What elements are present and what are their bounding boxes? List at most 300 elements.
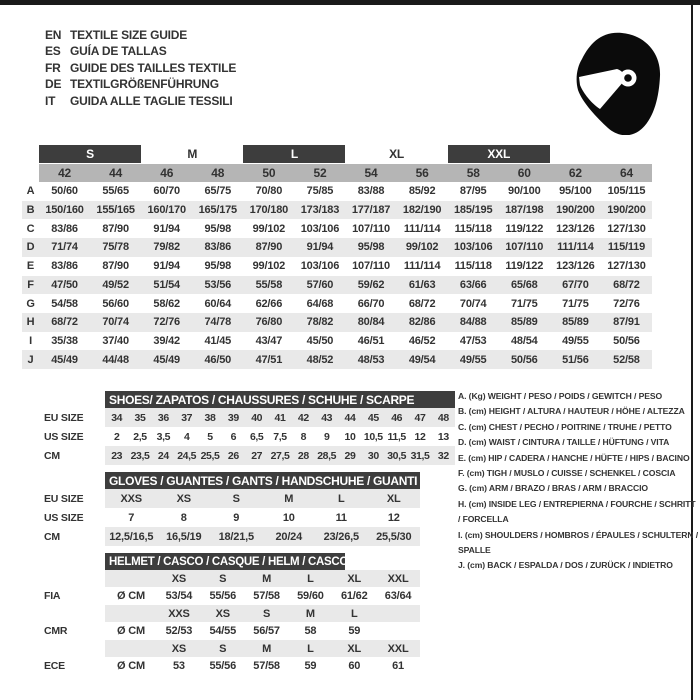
helmet-cm-value: 61 (392, 660, 404, 672)
measurement-cell: 177/187 (351, 204, 391, 217)
helmet-size-label: XXL (387, 642, 409, 655)
measurement-cell: 90/100 (508, 185, 541, 198)
gloves-cm-row (105, 527, 420, 546)
textile-row-h (22, 313, 652, 332)
lang-title: GUIDE DES TAILLES TEXTILE (70, 60, 237, 75)
measurement-cell: 85/92 (408, 185, 436, 198)
helmet-cm-value: 58 (304, 625, 317, 637)
helmet-cm-value: 57/58 (253, 660, 280, 672)
size-column-header: 56 (415, 166, 429, 180)
measurement-cell: 107/110 (352, 260, 390, 273)
shoes-cm-value: 30,5 (387, 449, 407, 462)
gloves-cm-value: 12,5/16,5 (109, 530, 154, 543)
measurement-cell: 70/80 (255, 185, 283, 198)
helmet-cm-value: 59 (304, 660, 317, 672)
shoes-eu-row (105, 408, 455, 427)
gloves-us-size: 12 (387, 511, 400, 524)
helmet-cm-value: 61/62 (340, 590, 368, 602)
shoes-us-row (105, 427, 455, 446)
unit-spacer (105, 640, 157, 657)
shoes-us-size: 6,5 (249, 430, 264, 443)
measurement-cell: 46/50 (204, 353, 232, 366)
gloves-eu-size-label: EU SIZE (44, 492, 84, 505)
gloves-us-size: 10 (282, 511, 295, 524)
size-group-l: L (243, 145, 345, 163)
measurement-cell: 84/88 (459, 316, 487, 329)
helmet-cm-value: 57/58 (253, 590, 280, 602)
helmet-size-label: S (263, 607, 271, 620)
size-column-header: 44 (109, 166, 123, 180)
helmet-ece-label: ECE (44, 660, 65, 672)
shoes-us-size: 7,5 (273, 430, 287, 443)
gloves-cm-value: 25,5/30 (376, 530, 412, 543)
diameter-cm-unit: Ø CM (117, 625, 145, 637)
helmet-ece-values-row (105, 657, 420, 675)
measurement-cell: 70/74 (459, 297, 487, 310)
shoes-us-size: 13 (437, 430, 449, 443)
measurement-cell: 65/68 (511, 278, 538, 291)
helmet-size-label: L (307, 642, 314, 655)
measurement-cell: 123/126 (556, 260, 595, 273)
helmet-cm-value: 53 (172, 660, 185, 672)
measurement-cell: 55/58 (255, 278, 283, 291)
measurement-cell: 99/102 (252, 260, 286, 273)
gloves-cm-value: 23/26,5 (323, 530, 359, 543)
lang-row-es (45, 43, 236, 59)
helmet-cm-value: 56/57 (253, 625, 280, 637)
measurement-cell: 85/89 (511, 316, 538, 329)
gloves-cm-value: 20/24 (275, 530, 303, 543)
row-label: H (26, 316, 35, 329)
helmet-cmr-label: CMR (44, 625, 68, 637)
shoes-cm-value: 24 (157, 449, 169, 462)
shoes-eu-size: 47 (414, 411, 426, 424)
diameter-cm-unit: Ø CM (117, 590, 145, 602)
measurement-cell: 60/70 (153, 185, 180, 198)
size-column-header: 62 (568, 166, 582, 180)
legend-item: D. (cm) WAIST / CINTURA / TAILLE / HÜFTUNG / VITA (458, 437, 670, 448)
measurement-cell: 119/122 (505, 260, 544, 273)
row-label: E (26, 260, 35, 273)
shoes-cm-label: CM (44, 449, 60, 462)
helmet-size-label: XXL (387, 572, 409, 585)
helmet-size-label: L (307, 572, 314, 585)
measurement-cell: 95/98 (204, 222, 232, 235)
gloves-us-size-label: US SIZE (44, 511, 84, 524)
shoes-eu-size-label: EU SIZE (44, 411, 84, 424)
measurement-cell: 107/110 (352, 222, 390, 235)
shoes-cm-value: 28 (297, 449, 309, 462)
helmet-cm-value: 59/60 (297, 590, 324, 602)
measurement-cell: 182/190 (402, 204, 442, 217)
shoes-us-size: 10,5 (363, 430, 383, 443)
gloves-eu-size: XL (386, 492, 401, 505)
measurement-cell: 78/82 (306, 316, 334, 329)
measurement-cell: 91/94 (306, 241, 334, 254)
shoes-us-size: 9 (323, 430, 330, 443)
gloves-us-size: 8 (180, 511, 187, 524)
measurement-cell: 87/90 (102, 222, 129, 235)
measurement-cell: 115/118 (454, 260, 492, 273)
helmet-cm-value: 52/53 (165, 625, 193, 637)
measurement-cell: 150/160 (45, 204, 84, 217)
measurement-cell: 190/200 (556, 204, 595, 217)
size-number-band (22, 164, 652, 182)
measurement-cell: 103/106 (300, 222, 340, 235)
lang-title: TEXTILGRÖßENFÜHRUNG (70, 77, 219, 92)
measurement-cell: 115/118 (454, 222, 492, 235)
gloves-cm-value: 16,5/19 (166, 530, 202, 543)
helmet-cmr-values-row (105, 622, 420, 640)
gloves-cm-value: 18/21,5 (218, 530, 254, 543)
measurement-cell: 44/48 (102, 353, 129, 366)
measurement-cell: 59/62 (357, 278, 385, 291)
helmet-size-label: XL (347, 642, 362, 655)
measurement-cell: 119/122 (505, 222, 544, 235)
shoes-eu-size: 44 (344, 411, 356, 424)
lang-title: GUIDA ALLE TAGLIE TESSILI (70, 93, 233, 108)
size-column-header: 54 (364, 166, 378, 180)
measurement-cell: 68/72 (613, 278, 640, 291)
helmet-cm-value: 59 (348, 625, 361, 637)
measurement-cell: 83/86 (204, 241, 232, 254)
legend-item: C. (cm) CHEST / PECHO / POITRINE / TRUHE / PETTO (458, 421, 672, 432)
measurement-cell: 87/90 (255, 241, 283, 254)
measurement-cell: 49/55 (562, 334, 589, 347)
shoes-us-size: 10 (344, 430, 356, 443)
measurement-cell: 51/54 (153, 278, 180, 291)
measurement-cell: 61/63 (408, 278, 436, 291)
textile-row-f (22, 276, 652, 295)
textile-row-a (22, 182, 652, 201)
measurement-cell: 87/91 (613, 316, 640, 329)
helmet-size-label: XL (347, 572, 362, 585)
helmet-icon (572, 32, 662, 135)
shoes-us-size: 2,5 (133, 430, 147, 443)
measurement-cell: 45/49 (51, 353, 78, 366)
helmet-ece-sizes-row (105, 640, 420, 657)
measurement-cell: 41/45 (204, 334, 232, 347)
measurement-cell: 54/58 (51, 297, 78, 310)
measurement-cell: 58/62 (153, 297, 180, 310)
helmet-cmr-sizes-row (105, 605, 420, 622)
shoes-eu-size: 39 (227, 411, 239, 424)
shoes-cm-value: 23 (111, 449, 123, 462)
measurement-cell: 71/75 (562, 297, 589, 310)
measurement-cell: 79/82 (153, 241, 180, 254)
size-column-header: 50 (262, 166, 276, 180)
measurement-cell: 49/54 (408, 353, 436, 366)
row-label: B (26, 204, 35, 217)
measurement-cell: 68/72 (51, 316, 78, 329)
shoes-eu-size: 34 (111, 411, 123, 424)
helmet-cm-value: 54/55 (209, 625, 236, 637)
measurement-cell: 83/86 (51, 222, 78, 235)
helmet-size-label: XS (215, 607, 230, 620)
size-column-header: 58 (466, 166, 480, 180)
size-column-header: 60 (517, 166, 531, 180)
legend-item: G. (cm) ARM / BRAZO / BRAS / ARM / BRACCIO (458, 483, 648, 494)
helmet-size-label: XS (171, 642, 187, 655)
measurement-cell: 75/78 (102, 241, 129, 254)
measurement-cell: 50/56 (613, 334, 640, 347)
measurement-cell: 43/47 (255, 334, 283, 347)
measurement-cell: 50/56 (511, 353, 538, 366)
gloves-table-title: GLOVES / GUANTES / GANTS / HANDSCHUHE / GUANTI (105, 472, 420, 489)
shoes-us-size-label: US SIZE (44, 430, 84, 443)
shoes-eu-size: 38 (204, 411, 216, 424)
measurement-cell: 51/56 (562, 353, 589, 366)
unit-spacer (105, 605, 157, 622)
row-label: G (26, 297, 35, 310)
top-frame-border (0, 0, 700, 5)
measurement-cell: 91/94 (153, 260, 180, 273)
helmet-size-label: L (350, 607, 358, 620)
lang-code: IT (45, 93, 56, 108)
measurement-cell: 95/98 (204, 260, 232, 273)
gloves-eu-row (105, 489, 420, 508)
shoes-cm-value: 26 (227, 449, 239, 462)
measurement-cell: 71/74 (51, 241, 78, 254)
gloves-eu-size: XS (176, 492, 191, 505)
measurement-cell: 55/65 (102, 185, 129, 198)
measurement-cell: 85/89 (562, 316, 589, 329)
measurement-cell: 64/68 (306, 297, 334, 310)
measurement-cell: 127/130 (607, 222, 646, 235)
measurement-cell: 83/86 (51, 260, 78, 273)
helmet-size-label: M (262, 572, 272, 585)
row-label: A (26, 185, 35, 198)
unit-spacer (105, 570, 157, 587)
measurement-cell: 155/165 (96, 204, 135, 217)
measurement-cell: 103/106 (300, 260, 340, 273)
measurement-cell: 190/200 (607, 204, 646, 217)
language-title-list (45, 27, 236, 109)
shoes-cm-value: 25,5 (200, 449, 220, 462)
lang-code: ES (45, 44, 61, 59)
shoes-cm-value: 32 (437, 449, 449, 462)
gloves-eu-size: L (337, 492, 345, 505)
helmet-fia-values-row (105, 587, 420, 605)
measurement-cell: 62/66 (255, 297, 283, 310)
helmet-table-title: HELMET / CASCO / CASQUE / HELM / CASCO (105, 553, 345, 570)
measurement-cell: 70/74 (102, 316, 129, 329)
helmet-size-label: S (219, 642, 227, 655)
measurement-cell: 87/90 (102, 260, 129, 273)
lang-row-fr (45, 60, 236, 76)
measurement-cell: 71/75 (511, 297, 538, 310)
lang-row-it (45, 93, 236, 109)
helmet-cm-value: 55/56 (209, 660, 236, 672)
measurement-cell: 49/55 (459, 353, 487, 366)
gloves-us-row (105, 508, 420, 527)
measurement-cell: 187/198 (505, 204, 544, 217)
measurement-cell: 87/95 (459, 185, 487, 198)
measurement-cell: 111/114 (403, 222, 441, 235)
legend-item: H. (cm) INSIDE LEG / ENTREPIERNA / FOURCHE / SCHRITT / FORCELLA (458, 498, 696, 525)
helmet-size-label: M (262, 642, 272, 655)
measurement-cell: 103/106 (454, 241, 493, 254)
helmet-size-label: S (219, 572, 227, 585)
measurement-cell: 48/54 (511, 334, 538, 347)
measurement-cell: 123/126 (556, 222, 595, 235)
measurement-cell: 66/70 (357, 297, 385, 310)
lang-code: DE (45, 77, 62, 92)
diameter-cm-unit: Ø CM (117, 660, 145, 672)
row-label: F (27, 278, 34, 291)
measurement-cell: 46/51 (357, 334, 385, 347)
measurement-cell: 50/60 (51, 185, 78, 198)
measurement-cell: 107/110 (505, 241, 544, 254)
measurement-cell: 95/100 (559, 185, 592, 198)
measurement-cell: 47/50 (51, 278, 78, 291)
measurement-cell: 74/78 (204, 316, 232, 329)
helmet-fia-sizes-row (105, 570, 420, 587)
shoes-cm-value: 27 (251, 449, 263, 462)
measurement-cell: 63/66 (459, 278, 487, 291)
measurement-cell: 48/53 (357, 353, 385, 366)
shoes-cm-value: 27,5 (270, 449, 290, 462)
legend-item: E. (cm) HIP / CADERA / HANCHE / HÜFTE / HIPS / BACINO (458, 452, 690, 463)
legend-item: I. (cm) SHOULDERS / HOMBROS / ÉPAULES / SCHULTERN / SPALLE (458, 529, 698, 556)
shoes-cm-value: 30 (367, 449, 379, 462)
textile-row-c (22, 219, 652, 238)
measurement-cell: 160/170 (147, 204, 186, 217)
measurement-cell: 127/130 (607, 260, 646, 273)
helmet-cm-value: 53/54 (165, 590, 193, 602)
shoes-cm-value: 23,5 (130, 449, 150, 462)
measurement-cell: 49/52 (102, 278, 129, 291)
measurement-cell: 53/56 (204, 278, 232, 291)
measurement-cell: 46/52 (408, 334, 436, 347)
shoes-cm-value: 24,5 (177, 449, 197, 462)
lang-code: EN (45, 28, 62, 42)
shoes-eu-size: 45 (367, 411, 379, 424)
helmet-size-label: XS (171, 572, 187, 585)
helmet-size-label: XXS (168, 607, 190, 620)
shoes-eu-size: 48 (437, 411, 449, 424)
row-label: D (26, 241, 35, 254)
legend-item: F. (cm) TIGH / MUSLO / CUISSE / SCHENKEL / COSCIA (458, 468, 676, 479)
measurement-cell: 37/40 (102, 334, 129, 347)
gloves-us-size: 9 (233, 511, 240, 524)
lang-code: FR (45, 60, 61, 75)
gloves-us-size: 11 (335, 511, 347, 524)
measurement-cell: 60/64 (204, 297, 232, 310)
measurement-cell: 185/195 (454, 204, 493, 217)
shoes-us-size: 12 (414, 430, 426, 443)
shoes-table-title: SHOES/ ZAPATOS / CHAUSSURES / SCHUHE / SCARPE (105, 391, 455, 408)
helmet-fia-label: FIA (44, 590, 61, 602)
row-label: I (29, 334, 32, 347)
measurement-cell: 67/70 (562, 278, 589, 291)
measurement-cell: 111/114 (403, 260, 441, 273)
gloves-cm-label: CM (44, 530, 60, 543)
size-group-s: S (39, 145, 141, 163)
shoes-us-size: 5 (207, 430, 213, 443)
lang-row-de (45, 76, 236, 92)
measurement-cell: 115/119 (607, 241, 646, 254)
gloves-eu-size: XXS (120, 492, 142, 505)
textile-row-d (22, 238, 652, 257)
shoes-eu-size: 40 (251, 411, 263, 424)
size-group-xxl: XXL (448, 145, 550, 163)
measurement-cell: 47/53 (459, 334, 487, 347)
measurement-cell: 105/115 (607, 185, 646, 198)
size-column-header: 42 (58, 166, 72, 180)
shoes-us-size: 8 (300, 430, 307, 443)
shoes-eu-size: 35 (134, 411, 146, 424)
helmet-size-label: M (305, 607, 315, 620)
measurement-cell: 111/114 (557, 241, 594, 254)
measurement-cell: 82/86 (408, 316, 436, 329)
measurement-cell: 80/84 (357, 316, 385, 329)
shoes-eu-size: 37 (181, 411, 193, 424)
helmet-cm-value: 60 (348, 660, 361, 672)
size-column-header: 52 (313, 166, 327, 180)
measurement-cell: 91/94 (153, 222, 180, 235)
shoes-eu-size: 36 (157, 411, 169, 424)
legend-item: B. (cm) HEIGHT / ALTURA / HAUTEUR / HÖHE / ALTEZZA (458, 406, 685, 417)
measurement-cell: 170/180 (249, 204, 289, 217)
measurement-cell: 39/42 (153, 334, 180, 347)
size-group-m: M (187, 147, 198, 161)
measurement-cell: 76/80 (255, 316, 283, 329)
measurement-cell: 52/58 (613, 353, 640, 366)
gloves-eu-size: S (232, 492, 240, 505)
measurement-cell: 83/88 (357, 185, 385, 198)
measurement-legend (458, 389, 698, 574)
textile-row-j (22, 350, 652, 369)
measurement-cell: 75/85 (306, 185, 334, 198)
shoes-cm-row (105, 446, 455, 465)
size-column-header: 48 (211, 166, 225, 180)
band-spacer (22, 164, 39, 182)
measurement-cell: 68/72 (408, 297, 436, 310)
measurement-cell: 48/52 (306, 353, 334, 366)
row-label: J (27, 353, 34, 366)
measurement-cell: 95/98 (357, 241, 385, 254)
gloves-us-size: 7 (128, 511, 135, 524)
textile-row-i (22, 332, 652, 351)
shoes-eu-size: 41 (274, 411, 286, 424)
measurement-cell: 65/75 (204, 185, 232, 198)
shoes-us-size: 3,5 (156, 430, 171, 443)
measurement-cell: 99/102 (252, 222, 286, 235)
legend-item: J. (cm) BACK / ESPALDA / DOS / ZURÜCK / INDIETRO (458, 560, 673, 571)
row-label: C (26, 222, 35, 235)
shoes-us-size: 4 (183, 430, 190, 443)
textile-row-e (22, 257, 652, 276)
measurement-cell: 173/183 (300, 204, 340, 217)
measurement-cell: 56/60 (102, 297, 129, 310)
lang-title: GUÍA DE TALLAS (70, 44, 167, 59)
lang-row-en (45, 27, 236, 43)
measurement-cell: 72/76 (153, 316, 180, 329)
size-column-header: 64 (619, 166, 633, 180)
legend-item: A. (Kg) WEIGHT / PESO / POIDS / GEWITCH / PESO (458, 391, 663, 401)
measurement-cell: 99/102 (405, 241, 439, 254)
measurement-cell: 72/76 (613, 297, 640, 310)
measurement-cell: 45/50 (306, 334, 334, 347)
measurement-cell: 45/49 (153, 353, 180, 366)
shoes-cm-value: 29 (344, 449, 356, 462)
shoes-cm-value: 28,5 (317, 449, 337, 462)
helmet-cm-value: 55/56 (209, 590, 236, 602)
size-column-header: 46 (160, 166, 174, 180)
measurement-cell: 35/38 (51, 334, 78, 347)
shoes-us-size: 11,5 (387, 430, 406, 443)
